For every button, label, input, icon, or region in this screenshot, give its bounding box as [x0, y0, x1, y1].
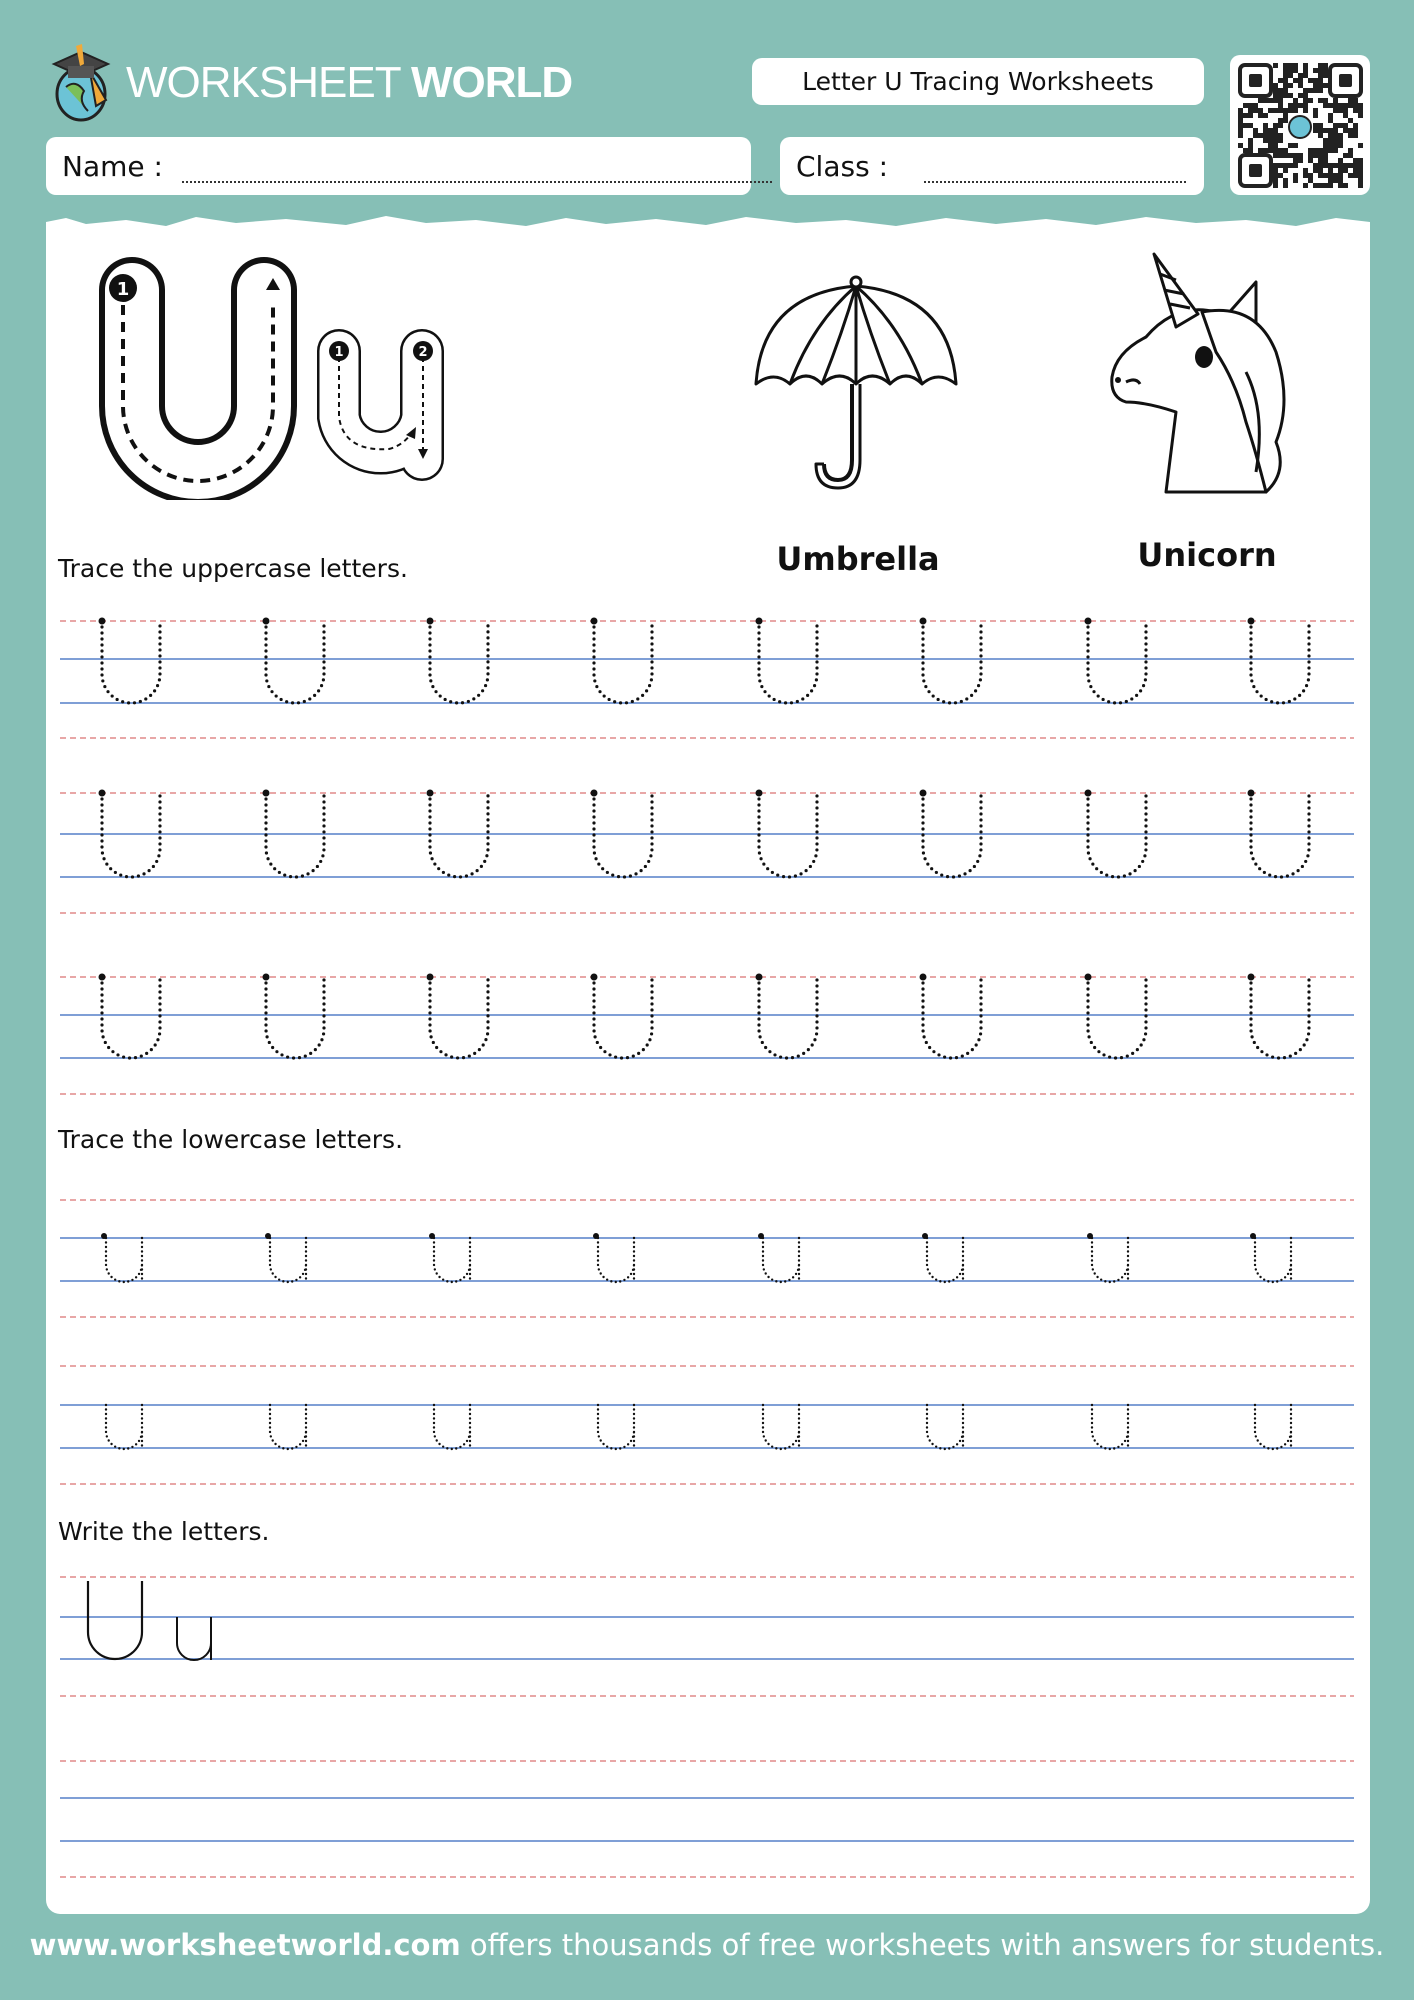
trace-letter-lowercase-u[interactable] [927, 1238, 963, 1282]
write-instruction: Write the letters. [58, 1517, 270, 1546]
start-dot [101, 1233, 107, 1239]
trace-letter-lowercase-u[interactable] [1255, 1405, 1291, 1449]
example-uppercase-u [88, 1581, 142, 1659]
trace-letter-lowercase-u[interactable] [270, 1238, 306, 1282]
guide-line-set [60, 793, 1354, 913]
start-dot [99, 618, 106, 625]
trace-letter-lowercase-u[interactable] [927, 1405, 963, 1449]
trace-letter-uppercase-u[interactable] [430, 621, 488, 703]
brand-bold: WORLD [411, 58, 573, 107]
start-dot [263, 618, 270, 625]
start-dot [263, 974, 270, 981]
trace-letter-lowercase-u[interactable] [1092, 1238, 1128, 1282]
trace-letter-uppercase-u[interactable] [266, 621, 324, 703]
trace-letter-lowercase-u[interactable] [434, 1405, 470, 1449]
name-label: Name : [62, 149, 163, 183]
start-dot [920, 974, 927, 981]
trace-letter-uppercase-u[interactable] [759, 621, 817, 703]
unicorn-label: Unicorn [1137, 536, 1277, 574]
trace-letter-lowercase-u[interactable] [598, 1405, 634, 1449]
start-dot [1248, 790, 1255, 797]
trace-letter-lowercase-u[interactable] [598, 1238, 634, 1282]
trace-letter-lowercase-u[interactable] [106, 1405, 142, 1449]
trace-letter-uppercase-u[interactable] [923, 621, 981, 703]
lowercase-instruction: Trace the lowercase letters. [58, 1125, 404, 1154]
guide-line-set [60, 621, 1354, 738]
trace-letter-uppercase-u[interactable] [1251, 977, 1309, 1058]
svg-text:1: 1 [334, 345, 344, 360]
svg-text:1: 1 [116, 279, 130, 300]
start-dot [920, 790, 927, 797]
start-dot [756, 974, 763, 981]
trace-letter-uppercase-u[interactable] [1251, 621, 1309, 703]
footer-text [0, 1928, 1414, 1962]
trace-letter-uppercase-u[interactable] [102, 621, 160, 703]
start-dot [591, 618, 598, 625]
start-dot [1087, 1233, 1093, 1239]
start-dot [427, 974, 434, 981]
trace-letter-uppercase-u[interactable] [1088, 977, 1146, 1058]
trace-letter-uppercase-u[interactable] [923, 977, 981, 1058]
guide-line-set [60, 1577, 1354, 1696]
trace-letter-lowercase-u[interactable] [1092, 1405, 1128, 1449]
start-dot [1248, 974, 1255, 981]
trace-letter-uppercase-u[interactable] [102, 977, 160, 1058]
example-lowercase-u [177, 1617, 211, 1660]
start-dot [265, 1233, 271, 1239]
umbrella-label: Umbrella [776, 540, 940, 578]
start-dot [758, 1233, 764, 1239]
start-dot [427, 790, 434, 797]
start-dot [756, 790, 763, 797]
start-dot [427, 618, 434, 625]
guide-line-set [60, 1366, 1354, 1484]
guide-line-set [60, 977, 1354, 1094]
trace-letter-lowercase-u[interactable] [763, 1238, 799, 1282]
start-dot [591, 790, 598, 797]
guide-line-set [60, 1200, 1354, 1317]
start-dot [920, 618, 927, 625]
brand-light: WORKSHEET [126, 58, 400, 107]
footer-site[interactable]: www.worksheetworld.com [29, 1928, 461, 1962]
trace-letter-uppercase-u[interactable] [594, 977, 652, 1058]
footer-tagline: offers thousands of free worksheets with answers for students. [460, 1928, 1385, 1962]
trace-letter-uppercase-u[interactable] [1088, 621, 1146, 703]
trace-letter-uppercase-u[interactable] [430, 977, 488, 1058]
start-dot [1250, 1233, 1256, 1239]
start-dot [429, 1233, 435, 1239]
start-dot [1085, 974, 1092, 981]
start-dot [99, 790, 106, 797]
trace-letter-lowercase-u[interactable] [763, 1405, 799, 1449]
trace-letter-lowercase-u[interactable] [106, 1238, 142, 1282]
start-dot [1248, 618, 1255, 625]
start-dot [1085, 790, 1092, 797]
start-dot [922, 1233, 928, 1239]
trace-letter-uppercase-u[interactable] [594, 621, 652, 703]
svg-text:2: 2 [418, 345, 428, 360]
start-dot [591, 974, 598, 981]
trace-letter-uppercase-u[interactable] [266, 977, 324, 1058]
start-dot [593, 1233, 599, 1239]
worksheet-title-text: Letter U Tracing Worksheets [802, 67, 1154, 96]
trace-letter-uppercase-u[interactable] [759, 977, 817, 1058]
trace-letter-lowercase-u[interactable] [270, 1405, 306, 1449]
uppercase-instruction: Trace the uppercase letters. [58, 554, 408, 583]
start-dot [263, 790, 270, 797]
start-dot [1085, 618, 1092, 625]
trace-letter-lowercase-u[interactable] [434, 1238, 470, 1282]
start-dot [99, 974, 106, 981]
trace-letter-lowercase-u[interactable] [1255, 1238, 1291, 1282]
guide-line-set [60, 1761, 1354, 1877]
class-label: Class : [796, 149, 888, 183]
start-dot [756, 618, 763, 625]
